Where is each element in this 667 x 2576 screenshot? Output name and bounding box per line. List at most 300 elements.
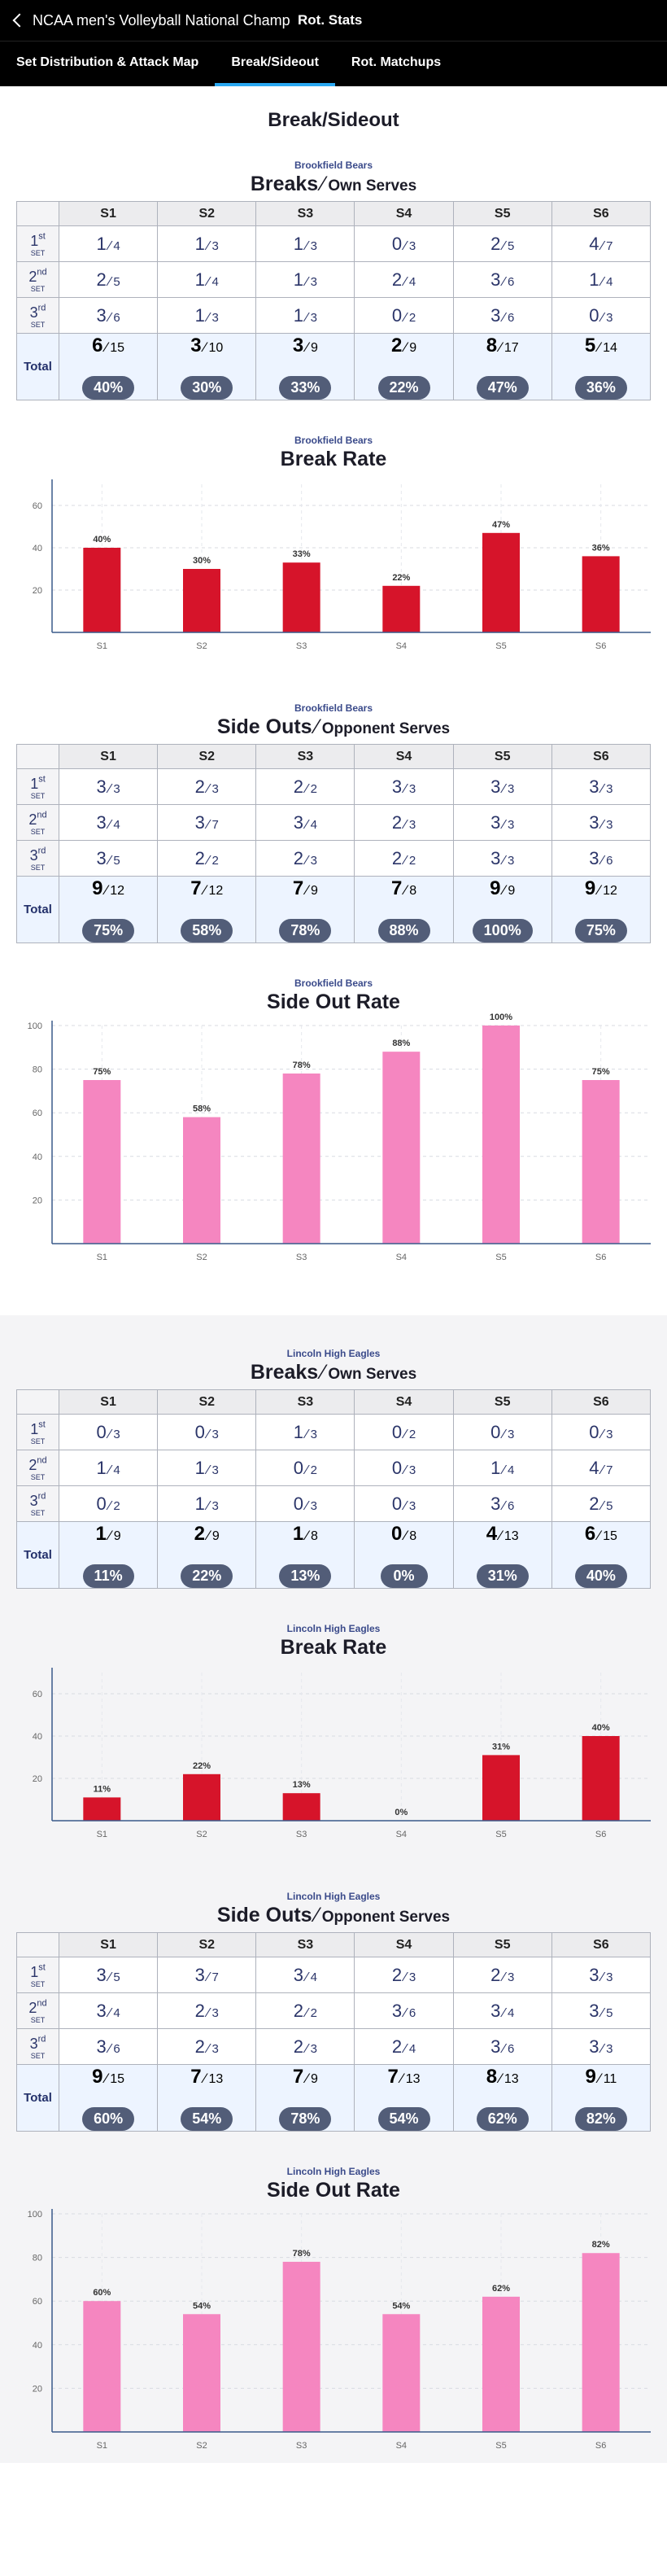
cell-numerator: 2 bbox=[194, 847, 205, 868]
bar-chart-svg bbox=[16, 1664, 651, 1843]
cell-denominator: 3 bbox=[408, 817, 416, 832]
total-fraction bbox=[256, 1523, 354, 1546]
fraction-slash-icon: ⁄ bbox=[108, 1498, 111, 1513]
y-tick-label: 100 bbox=[27, 2210, 42, 2220]
cell-numerator: 2 bbox=[391, 2036, 403, 2057]
bar-s2 bbox=[183, 1774, 220, 1821]
tab-set-distribution[interactable]: Set Distribution & Attack Map bbox=[16, 55, 199, 69]
spacer bbox=[16, 2132, 651, 2166]
cell-denominator: 2 bbox=[310, 781, 318, 796]
fraction-slash-icon: ⁄ bbox=[108, 1970, 111, 1984]
cell-denominator: 3 bbox=[507, 853, 515, 868]
screen-title: Rot. Stats bbox=[298, 12, 363, 28]
bar-value-label: 33% bbox=[292, 549, 311, 560]
total-fraction bbox=[552, 335, 650, 357]
x-tick-label: S5 bbox=[495, 1830, 507, 1839]
table-cell bbox=[158, 226, 256, 262]
row-label-set: SET bbox=[30, 827, 46, 836]
corner-cell bbox=[17, 745, 59, 769]
column-header-s2: S2 bbox=[158, 745, 256, 769]
row-label-suffix: st bbox=[38, 1962, 46, 1973]
cell-numerator: 3 bbox=[293, 1964, 303, 1985]
x-tick-label: S5 bbox=[495, 2441, 507, 2451]
cell-denominator: 3 bbox=[408, 1463, 416, 1477]
table-cell bbox=[158, 841, 256, 877]
column-header-s6: S6 bbox=[551, 202, 650, 226]
cell-numerator: 3 bbox=[589, 776, 599, 797]
tab-break-sideout[interactable]: Break/Sideout bbox=[215, 42, 335, 86]
cell-denominator: 3 bbox=[606, 310, 613, 325]
cell-numerator: 0 bbox=[589, 1421, 599, 1442]
team-name: Lincoln High Eagles bbox=[286, 2166, 381, 2177]
fraction-slash-icon: ⁄ bbox=[315, 715, 319, 738]
total-cell bbox=[158, 334, 256, 400]
total-numerator: 7 bbox=[190, 2065, 202, 2088]
row-label-set-1 bbox=[17, 226, 59, 262]
cell-numerator: 0 bbox=[589, 304, 599, 326]
table-row bbox=[17, 805, 651, 841]
bar-s1 bbox=[83, 1080, 120, 1244]
cell-denominator: 5 bbox=[113, 1970, 120, 1984]
y-tick-label: 60 bbox=[32, 1109, 42, 1119]
table-footer bbox=[17, 334, 651, 400]
row-label-suffix: rd bbox=[37, 2034, 46, 2045]
fraction-slash-icon: ⁄ bbox=[306, 1427, 308, 1441]
fraction-slash-icon: ⁄ bbox=[306, 817, 308, 832]
bar-s5 bbox=[482, 2297, 520, 2432]
bar-value-label: 22% bbox=[392, 572, 411, 583]
total-denominator: 15 bbox=[603, 1529, 617, 1543]
x-tick-label: S2 bbox=[196, 1253, 207, 1262]
cell-numerator: 3 bbox=[490, 847, 501, 868]
top-bar bbox=[0, 0, 667, 41]
cell-denominator: 3 bbox=[113, 781, 120, 796]
total-fraction bbox=[454, 2066, 551, 2088]
cell-numerator: 3 bbox=[490, 2000, 501, 2021]
fraction-slash-icon: ⁄ bbox=[404, 238, 407, 253]
table-cell bbox=[355, 1486, 453, 1522]
percent-badge: 30% bbox=[181, 376, 233, 400]
total-cell bbox=[59, 334, 158, 400]
fraction-slash-icon: ⁄ bbox=[503, 1970, 505, 1984]
column-header-s6: S6 bbox=[551, 1390, 650, 1415]
column-header-s5: S5 bbox=[453, 202, 551, 226]
cell-denominator: 2 bbox=[310, 2005, 318, 2020]
fraction-slash-icon: ⁄ bbox=[207, 1527, 210, 1543]
bar-s6 bbox=[582, 1736, 620, 1821]
fraction-slash-icon: ⁄ bbox=[503, 2005, 505, 2020]
x-tick-label: S2 bbox=[196, 1830, 207, 1839]
cell-denominator: 3 bbox=[211, 1463, 219, 1477]
table-cell bbox=[453, 1450, 551, 1486]
cell-denominator: 4 bbox=[507, 2005, 515, 2020]
row-label-set: SET bbox=[30, 320, 46, 329]
bar-s5 bbox=[482, 533, 520, 632]
y-tick-label: 40 bbox=[32, 1152, 42, 1162]
fraction-slash-icon: ⁄ bbox=[404, 1427, 407, 1441]
row-label-set: SET bbox=[30, 1979, 46, 1988]
cell-numerator: 0 bbox=[96, 1421, 107, 1442]
row-label-number: 1 bbox=[30, 232, 39, 249]
percent-badge: 100% bbox=[473, 919, 533, 942]
table-head bbox=[17, 745, 651, 769]
bar-value-label: 0% bbox=[395, 1808, 408, 1817]
y-tick-label: 60 bbox=[32, 2297, 42, 2307]
total-numerator: 4 bbox=[486, 1522, 498, 1545]
bar-s3 bbox=[283, 1074, 320, 1244]
break-rate-title bbox=[16, 1636, 651, 1660]
total-cell bbox=[453, 2065, 551, 2132]
side-out-rate-title bbox=[16, 991, 651, 1014]
x-tick-label: S4 bbox=[395, 1253, 408, 1262]
cell-numerator: 1 bbox=[293, 304, 303, 326]
table-cell bbox=[453, 298, 551, 334]
row-label-set: SET bbox=[30, 791, 46, 800]
fraction-slash-icon: ⁄ bbox=[404, 274, 407, 289]
table-cell bbox=[453, 769, 551, 805]
team-name: Brookfield Bears bbox=[294, 160, 373, 171]
team-name: Lincoln High Eagles bbox=[286, 1348, 381, 1359]
total-fraction bbox=[355, 335, 452, 357]
cell-numerator: 2 bbox=[194, 776, 205, 797]
table-cell bbox=[551, 1415, 650, 1450]
table-cell bbox=[256, 805, 355, 841]
cell-numerator: 0 bbox=[391, 233, 403, 254]
bar-value-label: 78% bbox=[292, 1060, 311, 1070]
cell-denominator: 3 bbox=[408, 781, 416, 796]
row-label-set: SET bbox=[30, 1472, 46, 1481]
total-cell bbox=[551, 877, 650, 943]
cell-numerator: 0 bbox=[391, 1493, 403, 1514]
cell-numerator: 3 bbox=[96, 2036, 107, 2057]
row-label-number: 3 bbox=[29, 2035, 38, 2052]
bar-value-label: 22% bbox=[192, 1760, 211, 1771]
cell-denominator: 7 bbox=[606, 1463, 613, 1477]
table-cell bbox=[59, 262, 158, 298]
cell-numerator: 3 bbox=[490, 304, 501, 326]
cell-denominator: 5 bbox=[606, 2005, 613, 2020]
chart-title: Side Out Rate bbox=[267, 2179, 400, 2202]
fraction-slash-icon: ⁄ bbox=[207, 1970, 210, 1984]
row-label-suffix: st bbox=[38, 1419, 46, 1430]
cell-numerator: 3 bbox=[391, 2000, 403, 2021]
fraction-slash-icon: ⁄ bbox=[108, 781, 111, 796]
fraction-slash-icon: ⁄ bbox=[105, 339, 108, 355]
cell-denominator: 4 bbox=[606, 274, 613, 289]
column-header-s3: S3 bbox=[256, 745, 355, 769]
table-cell bbox=[256, 262, 355, 298]
bar-s1 bbox=[83, 1797, 120, 1821]
fraction-slash-icon: ⁄ bbox=[601, 2005, 604, 2020]
row-label-set-2 bbox=[17, 1450, 59, 1486]
cell-denominator: 3 bbox=[310, 853, 318, 868]
table-cell bbox=[158, 1993, 256, 2029]
total-fraction bbox=[552, 2066, 650, 2088]
bar-value-label: 58% bbox=[192, 1104, 211, 1114]
table-cell bbox=[453, 2029, 551, 2065]
x-tick-label: S3 bbox=[295, 1253, 307, 1262]
cell-denominator: 3 bbox=[211, 238, 219, 253]
table-cell bbox=[256, 769, 355, 805]
fraction-slash-icon: ⁄ bbox=[598, 881, 601, 898]
percent-badge: 22% bbox=[378, 376, 430, 400]
x-tick-label: S1 bbox=[96, 1253, 108, 1262]
total-numerator: 0 bbox=[390, 1522, 403, 1545]
row-label-number: 3 bbox=[29, 1492, 38, 1509]
team-name: Brookfield Bears bbox=[294, 977, 373, 989]
row-label-suffix: nd bbox=[37, 810, 47, 820]
row-label-set: SET bbox=[30, 248, 46, 257]
table-cell bbox=[551, 1957, 650, 1993]
total-cell bbox=[551, 1522, 650, 1589]
total-fraction bbox=[355, 2066, 452, 2088]
total-numerator: 1 bbox=[292, 1522, 304, 1545]
total-numerator: 6 bbox=[92, 334, 103, 356]
cell-numerator: 2 bbox=[490, 233, 501, 254]
cell-denominator: 3 bbox=[310, 310, 318, 325]
fraction-slash-icon: ⁄ bbox=[503, 817, 505, 832]
x-tick-label: S6 bbox=[595, 1830, 607, 1839]
total-row bbox=[17, 2065, 651, 2132]
table-cell bbox=[256, 1415, 355, 1450]
total-denominator: 13 bbox=[208, 2071, 224, 2086]
table-row bbox=[17, 1486, 651, 1522]
header-row bbox=[17, 745, 651, 769]
row-label-number: 2 bbox=[28, 268, 37, 285]
cell-numerator: 4 bbox=[589, 233, 599, 254]
fraction-slash-icon: ⁄ bbox=[207, 238, 210, 253]
break-rate-title bbox=[16, 448, 651, 471]
back-button[interactable] bbox=[11, 12, 288, 29]
cell-denominator: 5 bbox=[113, 274, 120, 289]
cell-denominator: 4 bbox=[507, 1463, 515, 1477]
cell-denominator: 7 bbox=[211, 1970, 219, 1984]
row-label-number: 2 bbox=[28, 811, 37, 828]
fraction-slash-icon: ⁄ bbox=[601, 310, 604, 325]
bar-value-label: 75% bbox=[591, 1067, 610, 1077]
row-label-number: 2 bbox=[28, 1456, 37, 1473]
table-cell bbox=[256, 298, 355, 334]
table-cell bbox=[551, 805, 650, 841]
bar-s5 bbox=[482, 1755, 520, 1821]
fraction-slash-icon: ⁄ bbox=[315, 1904, 319, 1927]
spacer bbox=[16, 1589, 651, 1623]
cell-denominator: 6 bbox=[408, 2005, 416, 2020]
x-tick-label: S2 bbox=[196, 641, 207, 651]
total-fraction bbox=[59, 335, 157, 357]
page-title: Break/Sideout bbox=[268, 109, 399, 131]
row-label-set-3 bbox=[17, 298, 59, 334]
bar-s4 bbox=[382, 1052, 420, 1244]
total-fraction bbox=[59, 2066, 157, 2088]
fraction-slash-icon: ⁄ bbox=[503, 310, 505, 325]
table-cell bbox=[453, 226, 551, 262]
column-header-s6: S6 bbox=[551, 1933, 650, 1957]
spacer bbox=[16, 943, 651, 977]
total-cell bbox=[453, 334, 551, 400]
bar-value-label: 75% bbox=[93, 1067, 111, 1077]
table-cell bbox=[355, 841, 453, 877]
fraction-slash-icon: ⁄ bbox=[203, 339, 207, 355]
total-denominator: 10 bbox=[208, 340, 224, 355]
table-body bbox=[17, 226, 651, 334]
cell-denominator: 3 bbox=[211, 2005, 219, 2020]
total-denominator: 9 bbox=[311, 2071, 318, 2086]
y-tick-label: 60 bbox=[32, 1690, 42, 1699]
column-header-s3: S3 bbox=[256, 1933, 355, 1957]
fraction-slash-icon: ⁄ bbox=[108, 310, 111, 325]
table-cell bbox=[453, 1415, 551, 1450]
y-tick-label: 40 bbox=[32, 544, 42, 553]
cell-numerator: 3 bbox=[589, 811, 599, 833]
row-label-set-1 bbox=[17, 769, 59, 805]
y-tick-label: 60 bbox=[32, 501, 42, 511]
bar-s6 bbox=[582, 2253, 620, 2432]
cell-denominator: 2 bbox=[113, 1498, 120, 1513]
sideouts-table bbox=[16, 1932, 651, 2132]
side-out-rate-title bbox=[16, 2179, 651, 2202]
y-tick-label: 20 bbox=[32, 1196, 42, 1206]
y-tick-label: 20 bbox=[32, 2384, 42, 2394]
table-cell bbox=[256, 226, 355, 262]
cell-denominator: 6 bbox=[507, 310, 515, 325]
percent-badge: 82% bbox=[575, 2107, 627, 2131]
cell-numerator: 0 bbox=[391, 1421, 403, 1442]
total-cell bbox=[59, 877, 158, 943]
cell-numerator: 3 bbox=[194, 811, 205, 833]
fraction-slash-icon: ⁄ bbox=[503, 781, 505, 796]
fraction-slash-icon: ⁄ bbox=[306, 238, 308, 253]
column-header-s5: S5 bbox=[453, 745, 551, 769]
bar-value-label: 62% bbox=[491, 2283, 511, 2294]
fraction-slash-icon: ⁄ bbox=[499, 2070, 502, 2086]
bar-value-label: 54% bbox=[192, 2301, 211, 2311]
bar-value-label: 100% bbox=[489, 1012, 513, 1022]
cell-numerator: 3 bbox=[96, 1964, 107, 1985]
x-tick-label: S1 bbox=[96, 2441, 108, 2451]
table-cell bbox=[158, 298, 256, 334]
row-label-set-3 bbox=[17, 2029, 59, 2065]
cell-numerator: 3 bbox=[96, 304, 107, 326]
team-name: Lincoln High Eagles bbox=[286, 1623, 381, 1634]
cell-numerator: 0 bbox=[391, 304, 403, 326]
cell-numerator: 3 bbox=[293, 811, 303, 833]
total-fraction bbox=[454, 335, 551, 357]
cell-numerator: 1 bbox=[293, 269, 303, 290]
bar-s3 bbox=[283, 2262, 320, 2432]
table-cell bbox=[453, 841, 551, 877]
total-cell bbox=[453, 877, 551, 943]
total-cell bbox=[355, 334, 453, 400]
total-fraction bbox=[59, 877, 157, 900]
bar-value-label: 13% bbox=[292, 1780, 311, 1791]
cell-numerator: 3 bbox=[391, 776, 403, 797]
cell-denominator: 4 bbox=[113, 2005, 120, 2020]
x-tick-label: S5 bbox=[495, 1253, 507, 1262]
total-cell bbox=[256, 2065, 355, 2132]
column-header-s1: S1 bbox=[59, 1933, 158, 1957]
cell-denominator: 3 bbox=[310, 238, 318, 253]
fraction-slash-icon: ⁄ bbox=[499, 339, 502, 355]
fraction-slash-icon: ⁄ bbox=[503, 2041, 505, 2056]
fraction-slash-icon: ⁄ bbox=[306, 781, 308, 796]
cell-denominator: 3 bbox=[408, 1498, 416, 1513]
fraction-slash-icon: ⁄ bbox=[601, 817, 604, 832]
total-fraction bbox=[454, 1523, 551, 1546]
total-fraction bbox=[158, 2066, 255, 2088]
cell-numerator: 3 bbox=[96, 811, 107, 833]
total-denominator: 8 bbox=[311, 1529, 318, 1543]
bar-value-label: 47% bbox=[491, 519, 511, 530]
table-cell bbox=[59, 2029, 158, 2065]
corner-cell bbox=[17, 1933, 59, 1957]
back-label: NCAA men's Volleyball National Champ bbox=[33, 11, 290, 28]
bar-s1 bbox=[83, 2301, 120, 2432]
total-denominator: 13 bbox=[405, 2071, 421, 2086]
percent-badge: 75% bbox=[575, 919, 627, 942]
y-tick-label: 20 bbox=[32, 586, 42, 596]
total-denominator: 13 bbox=[504, 2071, 519, 2086]
x-tick-label: S3 bbox=[295, 2441, 307, 2451]
table-cell bbox=[158, 1486, 256, 1522]
fraction-slash-icon: ⁄ bbox=[207, 1463, 210, 1477]
team-name: Lincoln High Eagles bbox=[286, 1891, 381, 1902]
row-label-suffix: nd bbox=[37, 1455, 47, 1466]
row-label-set-2 bbox=[17, 1993, 59, 2029]
bar-s4 bbox=[382, 2314, 420, 2432]
table-body bbox=[17, 1957, 651, 2065]
cell-denominator: 4 bbox=[310, 817, 318, 832]
total-row bbox=[17, 1522, 651, 1589]
cell-denominator: 3 bbox=[507, 1427, 515, 1441]
fraction-slash-icon: ⁄ bbox=[503, 274, 505, 289]
fraction-slash-icon: ⁄ bbox=[207, 781, 210, 796]
fraction-slash-icon: ⁄ bbox=[601, 853, 604, 868]
cell-denominator: 4 bbox=[310, 1970, 318, 1984]
fraction-slash-icon: ⁄ bbox=[207, 1427, 210, 1441]
table-body bbox=[17, 769, 651, 877]
bar-value-label: 31% bbox=[491, 1742, 511, 1752]
x-tick-label: S3 bbox=[295, 1830, 307, 1839]
total-numerator: 9 bbox=[92, 877, 103, 899]
corner-cell bbox=[17, 1390, 59, 1415]
cell-numerator: 4 bbox=[589, 1457, 599, 1478]
total-cell bbox=[355, 2065, 453, 2132]
total-denominator: 11 bbox=[603, 2071, 617, 2086]
total-numerator: 7 bbox=[190, 877, 202, 899]
fraction-slash-icon: ⁄ bbox=[404, 310, 407, 325]
fraction-slash-icon: ⁄ bbox=[601, 238, 604, 253]
tab-rot-matchups[interactable]: Rot. Matchups bbox=[351, 55, 442, 69]
table-footer bbox=[17, 877, 651, 943]
total-cell bbox=[355, 1522, 453, 1589]
table-row bbox=[17, 769, 651, 805]
total-label: Total bbox=[17, 877, 59, 943]
table-cell bbox=[355, 2029, 453, 2065]
total-row bbox=[17, 877, 651, 943]
cell-numerator: 3 bbox=[490, 811, 501, 833]
total-cell bbox=[158, 1522, 256, 1589]
table-cell bbox=[256, 841, 355, 877]
fraction-slash-icon: ⁄ bbox=[108, 2041, 111, 2056]
cell-numerator: 0 bbox=[194, 1421, 205, 1442]
total-cell bbox=[551, 334, 650, 400]
cell-denominator: 3 bbox=[310, 1498, 318, 1513]
table-head bbox=[17, 1390, 651, 1415]
x-tick-label: S6 bbox=[595, 2441, 607, 2451]
x-tick-label: S3 bbox=[295, 641, 307, 651]
cell-denominator: 4 bbox=[211, 274, 219, 289]
